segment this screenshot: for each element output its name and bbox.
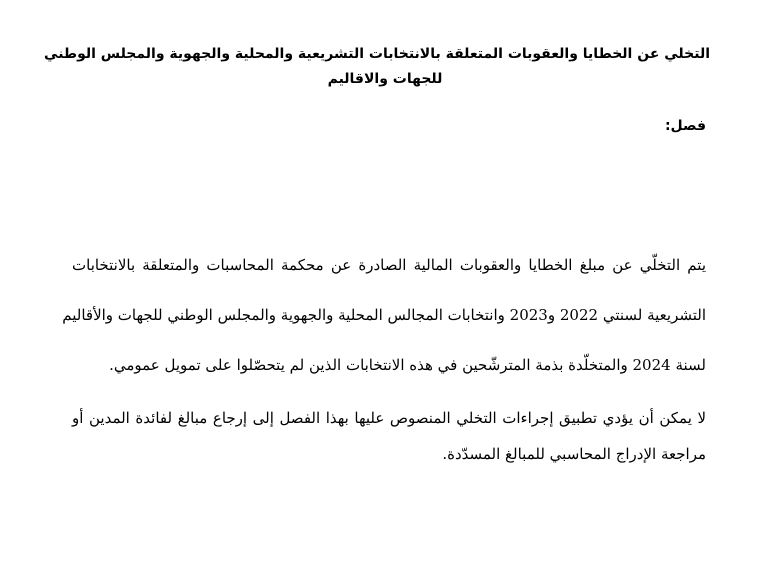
paragraph-2 [72,400,706,472]
paragraph-2-line-1: لا يمكن أن يؤدي تطبيق إجراءات التخلي المنصوص عليها بهذا الفصل إلى إرجاع مبالغ لفائدة المدين أو [72,409,706,427]
document-title [44,42,710,92]
paragraph-1-line-3: لسنة 2024 والمتخلّدة بذمة المترشّحين في هذه الانتخابات الذين لم يتحصّلوا على تمويل عمومي. [109,356,706,374]
paragraph-1-line-2: التشريعية لسنتي 2022 و2023 وانتخابات المجالس المحلية والجهوية والمجلس الوطني للجهات والأقاليم [62,306,706,324]
title-line-1: التخلي عن الخطايا والعقوبات المتعلقة بالانتخابات التشريعية والمحلية والجهوية والمجلس الوطني [44,46,710,62]
paragraph-2-line-2: مراجعة الإدراج المحاسبي للمبالغ المسدّدة. [442,445,706,463]
chapter-label: فصل: [664,118,706,134]
title-line-2: للجهات والاقاليم [327,71,443,87]
paragraph-1 [62,240,706,390]
paragraph-1-line-1: يتم التخلّي عن مبلغ الخطايا والعقوبات المالية الصادرة عن محكمة المحاسبات والمتعلقة بالانتخابات [72,256,706,274]
